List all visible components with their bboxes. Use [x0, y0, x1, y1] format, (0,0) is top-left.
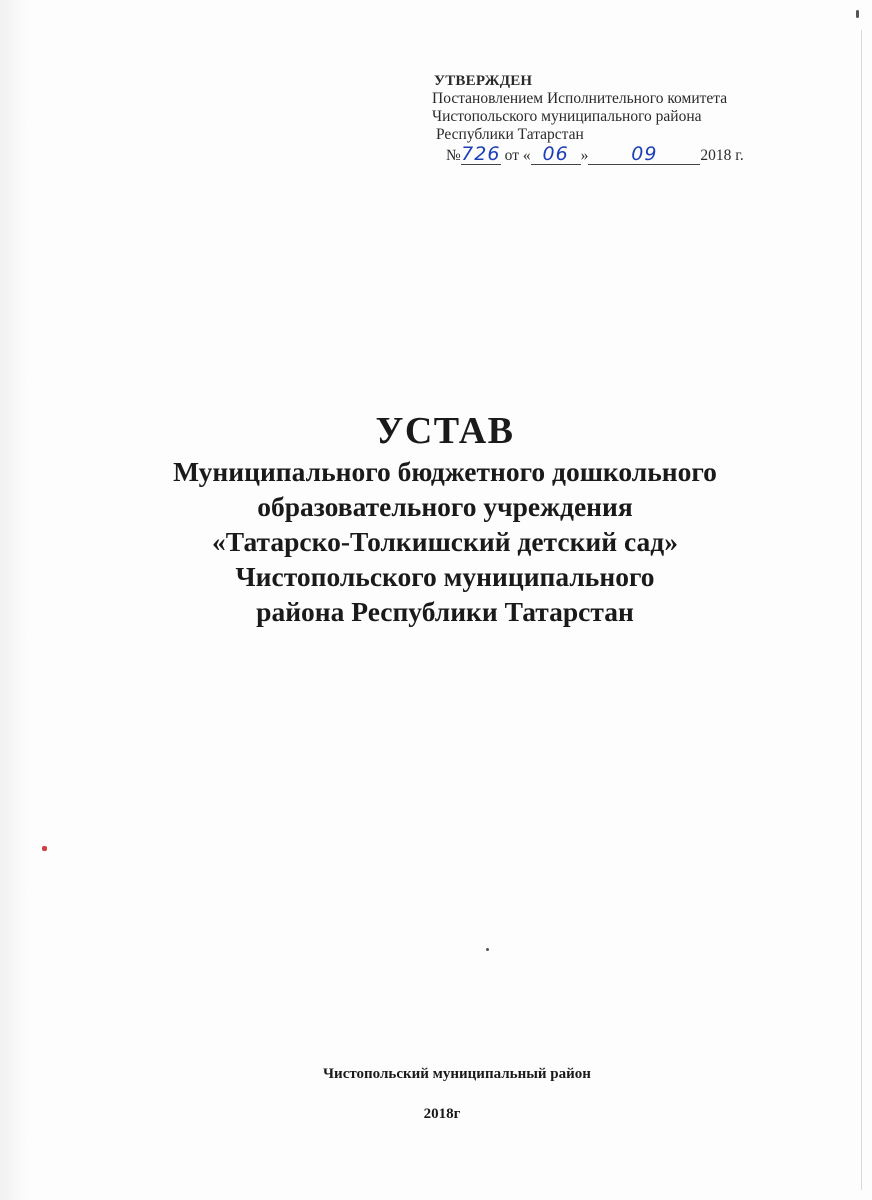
approval-line: Республики Татарстан — [436, 126, 584, 143]
approval-line: Чистопольского муниципального района — [432, 108, 702, 125]
approval-title: УТВЕРЖДЕН — [434, 73, 533, 89]
title-block — [60, 408, 830, 629]
subtitle-line: Муниципального бюджетного дошкольного — [173, 456, 717, 487]
handwritten-day: 06 — [542, 143, 569, 165]
approval-block — [432, 72, 832, 165]
subtitle-line: образовательного учреждения — [257, 491, 633, 522]
subtitle-line: «Татарско-Толкишский детский сад» — [212, 526, 678, 557]
from-word: от « — [500, 147, 531, 164]
subtitle-line: Чистопольского муниципального — [235, 561, 655, 592]
scan-edge-right — [861, 30, 862, 1190]
footer-place: Чистопольский муниципальный район — [323, 1066, 591, 1082]
scan-speck — [856, 10, 859, 18]
document-title: УСТАВ — [375, 410, 515, 452]
order-number-field — [461, 143, 501, 165]
order-month-field — [588, 143, 700, 165]
handwritten-order-number: 726 — [461, 143, 501, 165]
footer-year: 2018г — [423, 1106, 461, 1122]
subtitle-line: района Республики Татарстан — [256, 596, 634, 627]
scan-speck — [486, 948, 489, 951]
order-number-line — [432, 143, 832, 165]
handwritten-month: 09 — [631, 143, 658, 165]
number-sign: № — [446, 147, 461, 164]
scan-speck — [42, 846, 47, 851]
scan-shadow-left — [0, 0, 28, 1200]
close-quote: » — [580, 147, 589, 164]
approval-line: Постановлением Исполнительного комитета — [432, 90, 728, 107]
order-year: 2018 г. — [700, 147, 744, 164]
order-day-field — [531, 143, 581, 165]
